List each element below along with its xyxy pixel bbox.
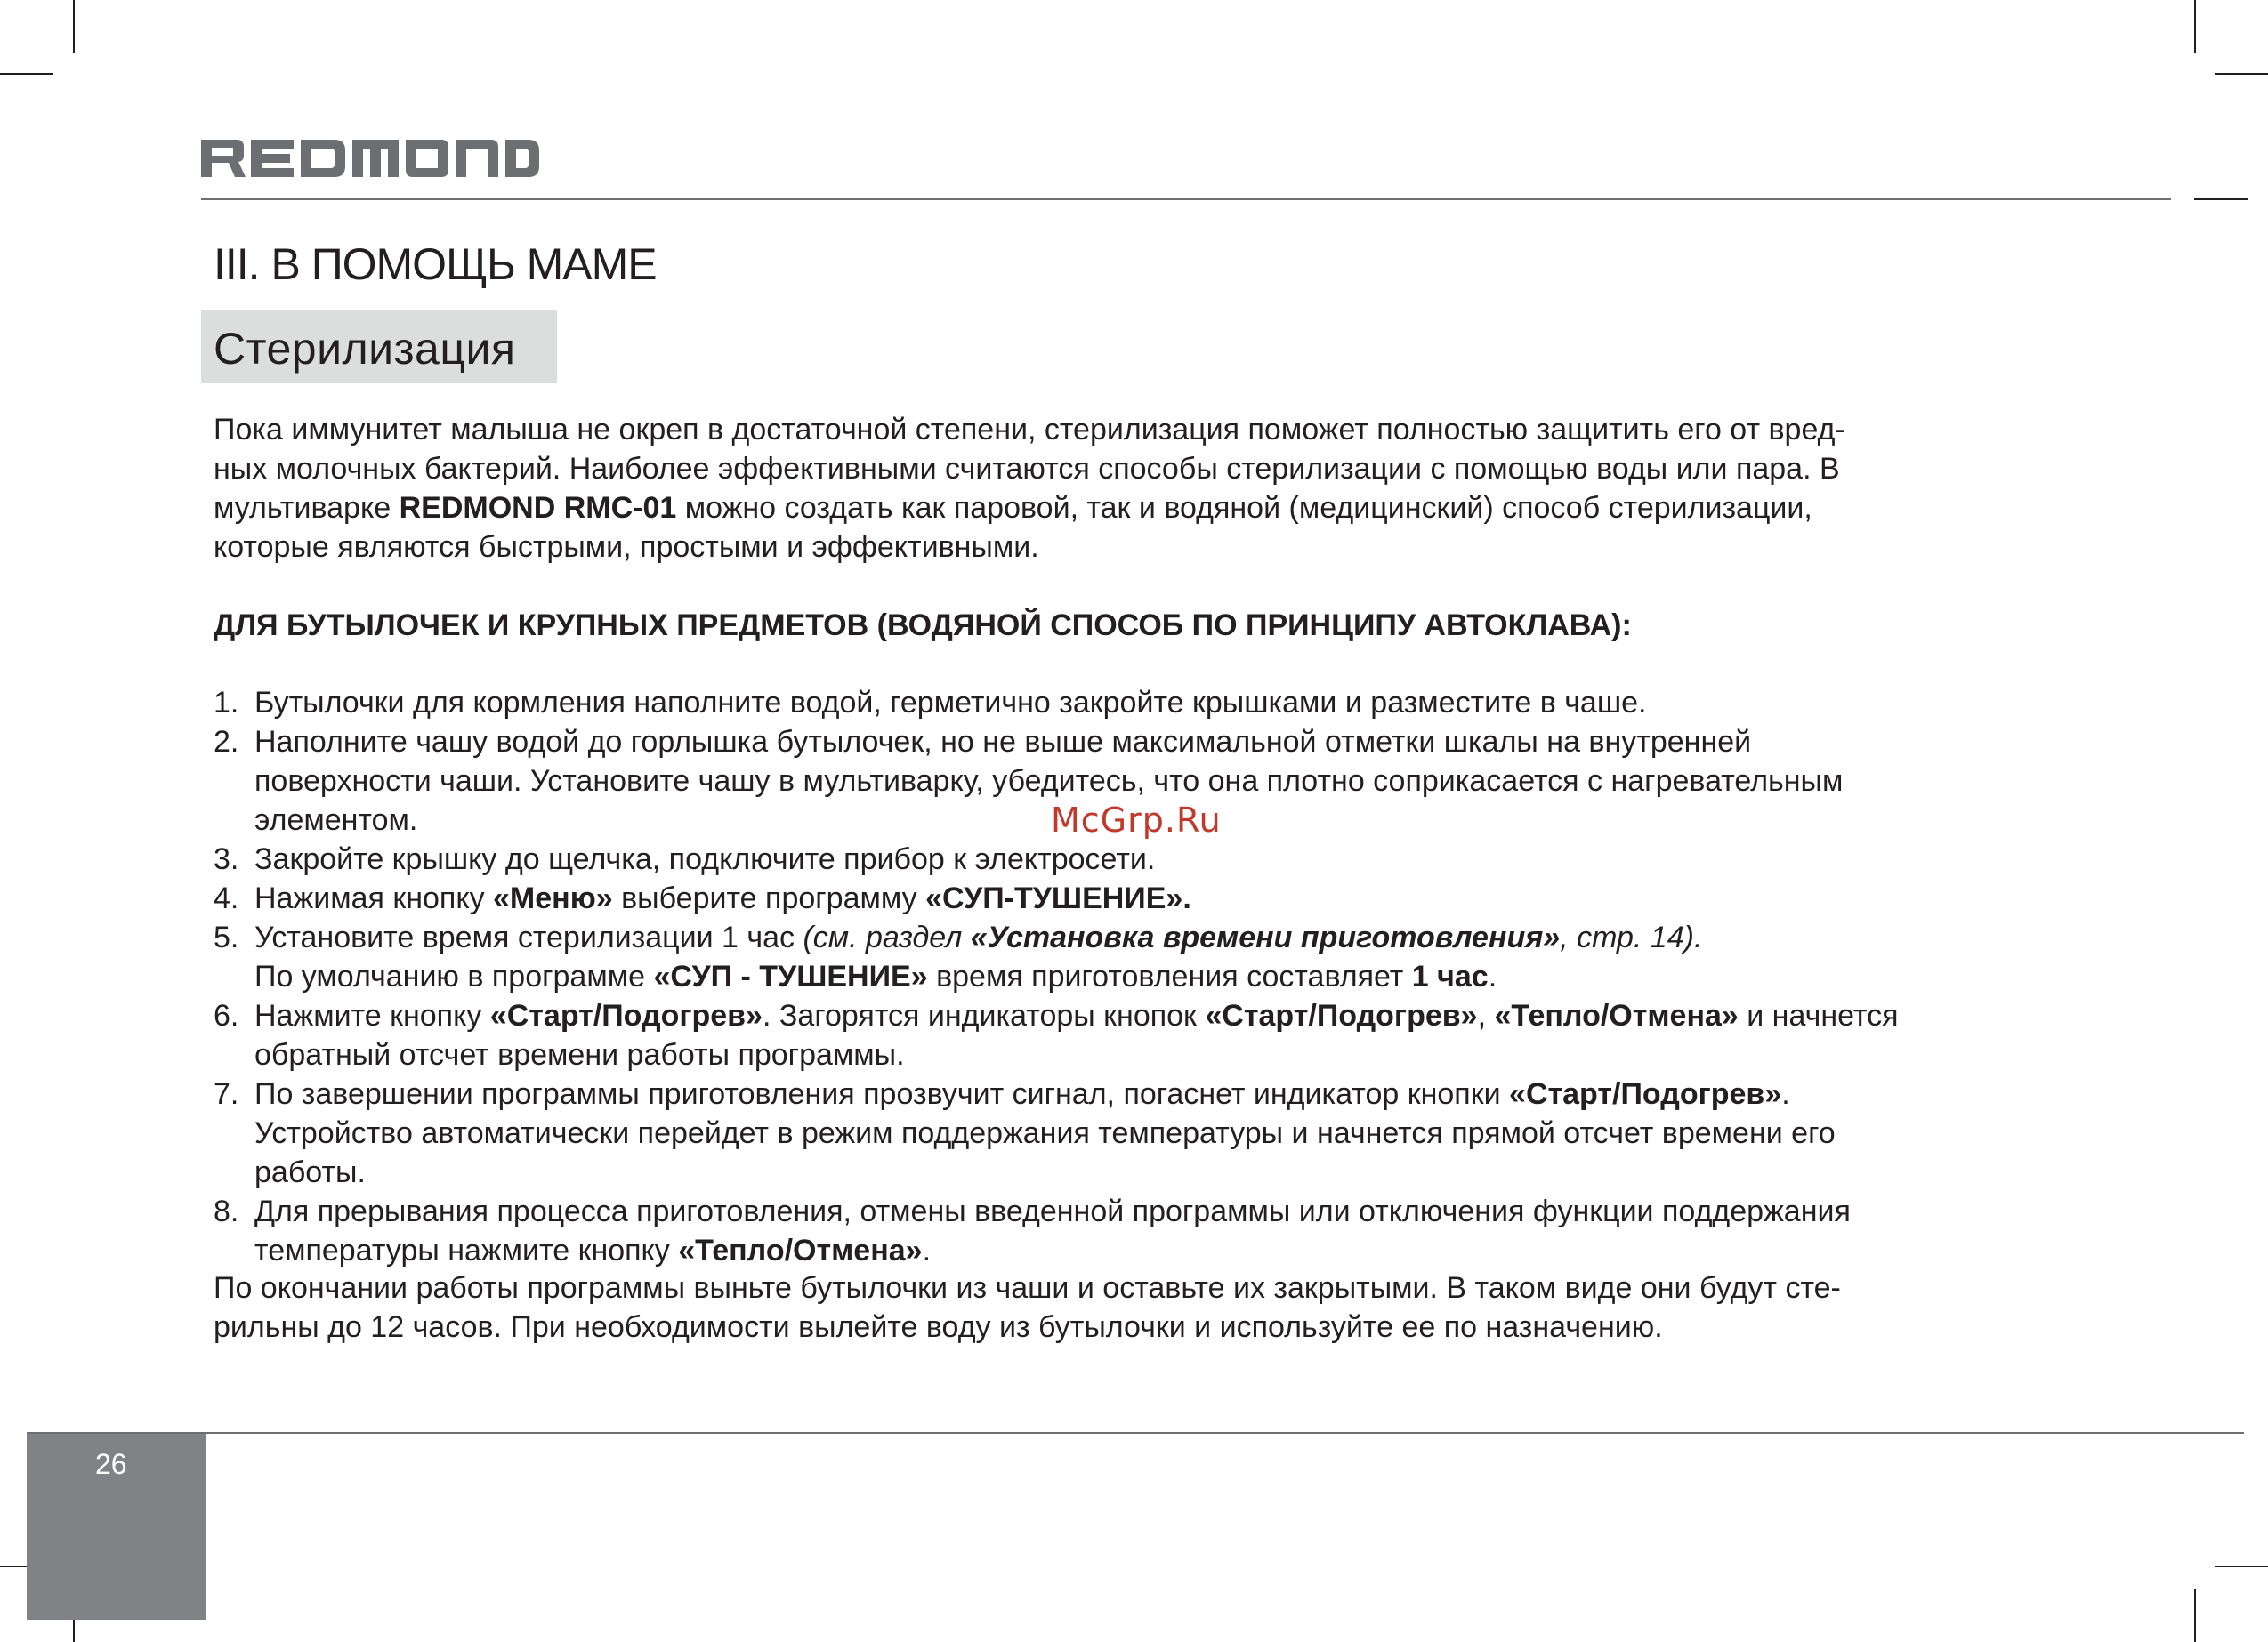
subsection-title: Стерилизация <box>214 324 516 374</box>
text-line: которые являются быстрыми, простыми и эффективными. <box>214 530 1039 564</box>
text-line: температуры нажмите кнопку «Тепло/Отмена». <box>254 1234 932 1268</box>
header-divider <box>201 198 2171 200</box>
watermark: McGrp.Ru <box>1051 801 1222 840</box>
section-title: III. В ПОМОЩЬ МАМЕ <box>214 239 657 289</box>
text-line: Наполните чашу водой до горлышка бутылочек, но не выше максимальной отметки шкалы на внутренней <box>254 725 1752 759</box>
crop-mark <box>0 73 53 75</box>
model-name: REDMOND RMC-01 <box>399 491 677 525</box>
redmond-logo <box>201 136 539 181</box>
closing-paragraph <box>214 1268 1841 1347</box>
button-name: «Меню» <box>493 881 613 915</box>
text-line: поверхности чаши. Установите чашу в мультиварку, убедитесь, что она плотно соприкасается с нагревательным <box>254 764 1844 798</box>
text-line: Пока иммунитет малыша не окреп в достаточной степени, стерилизация поможет полностью защитить его от вред- <box>214 413 1845 447</box>
button-name: «Старт/Подогрев» <box>489 999 763 1033</box>
text-line: работы. <box>254 1155 366 1189</box>
program-name: «СУП - ТУШЕНИЕ» <box>653 960 928 994</box>
text-line: Установите время стерилизации 1 час (см. раздел «Установка времени приготовления», стр. 14). <box>254 921 1703 954</box>
crop-mark <box>2215 73 2268 75</box>
text-line: По умолчанию в программе «СУП - ТУШЕНИЕ» время приготовления составляет 1 час. <box>254 960 1497 994</box>
subsection-header <box>201 310 557 383</box>
intro-paragraph <box>214 410 1845 567</box>
section-reference: «Установка времени приготовления» <box>970 921 1561 954</box>
program-name: «СУП-ТУШЕНИЕ». <box>925 881 1191 915</box>
button-name: «Старт/Подогрев» <box>1205 999 1478 1033</box>
page-number: 26 <box>95 1448 127 1480</box>
list-number: 5. <box>214 921 239 954</box>
text-line: По завершении программы приготовления прозвучит сигнал, погаснет индикатор кнопки «Старт/Подогрев». <box>254 1077 1790 1111</box>
text-line: Устройство автоматически перейдет в режим поддержания температуры и начнется прямой отсчет времени его <box>254 1116 1836 1150</box>
button-name: «Тепло/Отмена» <box>678 1234 923 1268</box>
text-line: элементом. <box>254 803 418 837</box>
text-line: мультиварке REDMOND RMC-01 можно создать как паровой, так и водяной (медицинский) способ стерилизации, <box>214 491 1812 525</box>
list-number: 4. <box>214 881 239 915</box>
crop-mark <box>2194 1589 2196 1642</box>
crop-mark <box>73 0 75 53</box>
text-line: Бутылочки для кормления наполните водой, герметично закройте крышками и разместите в чаше. <box>254 686 1647 720</box>
text-line: Для прерывания процесса приготовления, отмены введенной программы или отключения функции поддержания <box>254 1195 1851 1228</box>
button-name: «Тепло/Отмена» <box>1494 999 1739 1033</box>
list-number: 3. <box>214 842 239 876</box>
text-line: рильны до 12 часов. При необходимости вылейте воду из бутылочки и используйте ее по назначению. <box>214 1310 1663 1344</box>
instructions-heading: ДЛЯ БУТЫЛОЧЕК И КРУПНЫХ ПРЕДМЕТОВ (ВОДЯНОЙ СПОСОБ ПО ПРИНЦИПУ АВТОКЛАВА): <box>214 608 1632 642</box>
list-number: 1. <box>214 686 239 720</box>
text-line: ных молочных бактерий. Наиболее эффективными считаются способы стерилизации с помощью воды или пара. В <box>214 452 1840 486</box>
footer-divider <box>27 1432 2244 1434</box>
text-line: Нажмите кнопку «Старт/Подогрев». Загорятся индикаторы кнопок «Старт/Подогрев», «Тепло/Отмена» и начнется <box>254 999 1899 1033</box>
text-line: Нажимая кнопку «Меню» выберите программу «СУП-ТУШЕНИЕ». <box>254 881 1191 915</box>
default-time: 1 час <box>1411 960 1489 994</box>
text-line: обратный отсчет времени работы программы. <box>254 1038 905 1072</box>
crop-mark <box>2194 198 2248 200</box>
list-number: 8. <box>214 1195 239 1228</box>
list-number: 6. <box>214 999 239 1033</box>
crop-mark <box>2215 1566 2268 1567</box>
text-line: По окончании работы программы выньте бутылочки из чаши и оставьте их закрытыми. В таком виде они будут сте- <box>214 1271 1841 1305</box>
crop-mark <box>2194 0 2196 53</box>
list-number: 7. <box>214 1077 239 1111</box>
button-name: «Старт/Подогрев» <box>1509 1077 1782 1111</box>
list-number: 2. <box>214 725 239 759</box>
text-line: Закройте крышку до щелчка, подключите прибор к электросети. <box>254 842 1156 876</box>
